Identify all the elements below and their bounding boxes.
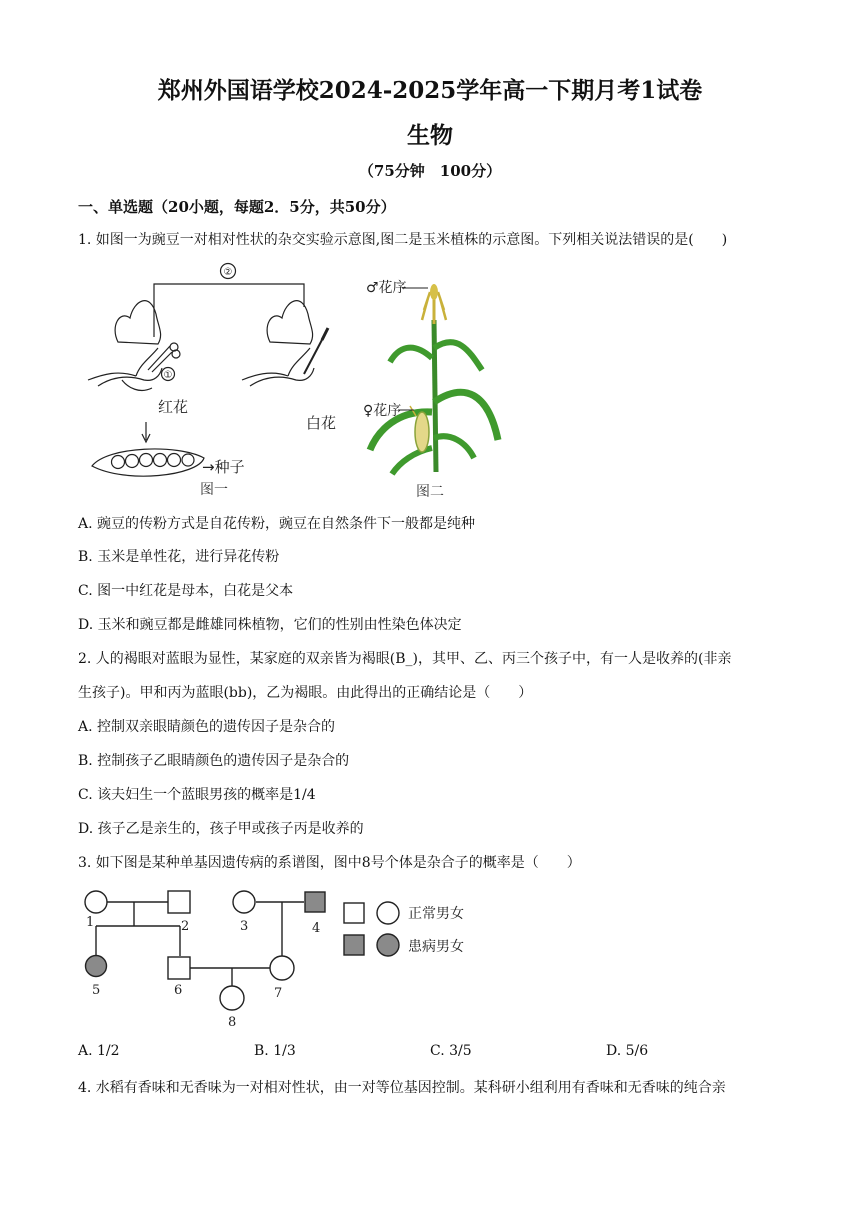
exam-title: 郑州外国语学校2024-2025学年高一下期月考1试卷 xyxy=(157,77,703,104)
individual-1 xyxy=(85,891,107,913)
legend-affected-label: 患病男女 xyxy=(408,939,464,955)
question-3-stem: 3. 如下图是某种单基因遗传病的系谱图，图中8号个体是杂合子的概率是（ ） xyxy=(78,855,581,871)
pedigree-number-7: 7 xyxy=(274,986,283,1001)
individual-3 xyxy=(233,891,255,913)
pedigree-number-1: 1 xyxy=(86,915,95,930)
question-2-option-c: C. 该夫妇生一个蓝眼男孩的概率是1/4 xyxy=(78,787,316,803)
question-1-figures xyxy=(78,262,518,502)
question-3-option-b: B. 1/3 xyxy=(254,1043,296,1059)
individual-5 xyxy=(86,956,107,977)
pedigree-number-8: 8 xyxy=(228,1015,237,1030)
question-1-option-c: C. 图一中红花是母本，白花是父本 xyxy=(78,583,294,599)
question-2-option-b: B. 控制孩子乙眼睛颜色的遗传因子是杂合的 xyxy=(78,753,350,769)
male-inflorescence-label: ♂花序 xyxy=(366,280,407,296)
individual-8 xyxy=(220,986,244,1010)
individual-4 xyxy=(305,892,325,912)
section-heading: 一、单选题（20小题，每题2．5分，共50分） xyxy=(78,198,396,216)
circle-1-label: ① xyxy=(163,370,173,381)
pedigree-number-5: 5 xyxy=(92,983,101,998)
question-3-option-c: C. 3/5 xyxy=(430,1043,472,1059)
seed-label: →种子 xyxy=(202,458,245,476)
question-2-option-a: A. 控制双亲眼睛颜色的遗传因子是杂合的 xyxy=(78,719,336,735)
circle-2-label: ② xyxy=(223,267,233,278)
red-flower-label: 红花 xyxy=(158,398,189,416)
pedigree-chart xyxy=(78,882,518,1030)
individual-6 xyxy=(168,957,190,979)
legend-normal-label: 正常男女 xyxy=(408,906,464,922)
figure-2-caption: 图二 xyxy=(416,484,444,500)
question-2-stem-line-1: 2. 人的褐眼对蓝眼为显性，某家庭的双亲皆为褐眼(B_)，其甲、乙、丙三个孩子中，有一人是收养的(非亲 xyxy=(78,651,732,667)
female-inflorescence-label: ♀花序 xyxy=(363,403,402,419)
pedigree-legend xyxy=(344,902,399,956)
pedigree-number-4: 4 xyxy=(312,921,321,936)
pedigree-number-3: 3 xyxy=(240,919,249,934)
pedigree-number-2: 2 xyxy=(181,919,190,934)
pea-cross-figure xyxy=(88,264,328,477)
question-1-option-d: D. 玉米和豌豆都是雌雄同株植物，它们的性别由性染色体决定 xyxy=(78,617,462,633)
question-3-option-d: D. 5/6 xyxy=(606,1043,649,1059)
individual-2 xyxy=(168,891,190,913)
question-2-option-d: D. 孩子乙是亲生的，孩子甲或孩子丙是收养的 xyxy=(78,821,364,837)
question-1-stem: 1. 如图一为豌豆一对相对性状的杂交实验示意图,图二是玉米植株的示意图。下列相关说法错误的是( ) xyxy=(78,232,728,248)
figure-1-caption: 图一 xyxy=(200,482,228,498)
question-1-option-b: B. 玉米是单性花，进行异花传粉 xyxy=(78,549,280,565)
subject-title: 生物 xyxy=(407,122,453,149)
question-1-option-a: A. 豌豆的传粉方式是自花传粉，豌豆在自然条件下一般都是纯种 xyxy=(78,516,476,532)
question-2-stem-line-2: 生孩子)。甲和丙为蓝眼(bb)，乙为褐眼。由此得出的正确结论是（ ） xyxy=(78,685,533,701)
corn-plant-figure xyxy=(370,284,498,474)
exam-duration: （75分钟 100分） xyxy=(358,162,502,180)
question-4-stem: 4. 水稻有香味和无香味为一对相对性状，由一对等位基因控制。某科研小组利用有香味和无香味的纯合亲 xyxy=(78,1080,726,1096)
pedigree-number-6: 6 xyxy=(174,983,183,998)
white-flower-label: 白花 xyxy=(306,414,337,432)
individual-7 xyxy=(270,956,294,980)
question-3-option-a: A. 1/2 xyxy=(78,1043,120,1059)
